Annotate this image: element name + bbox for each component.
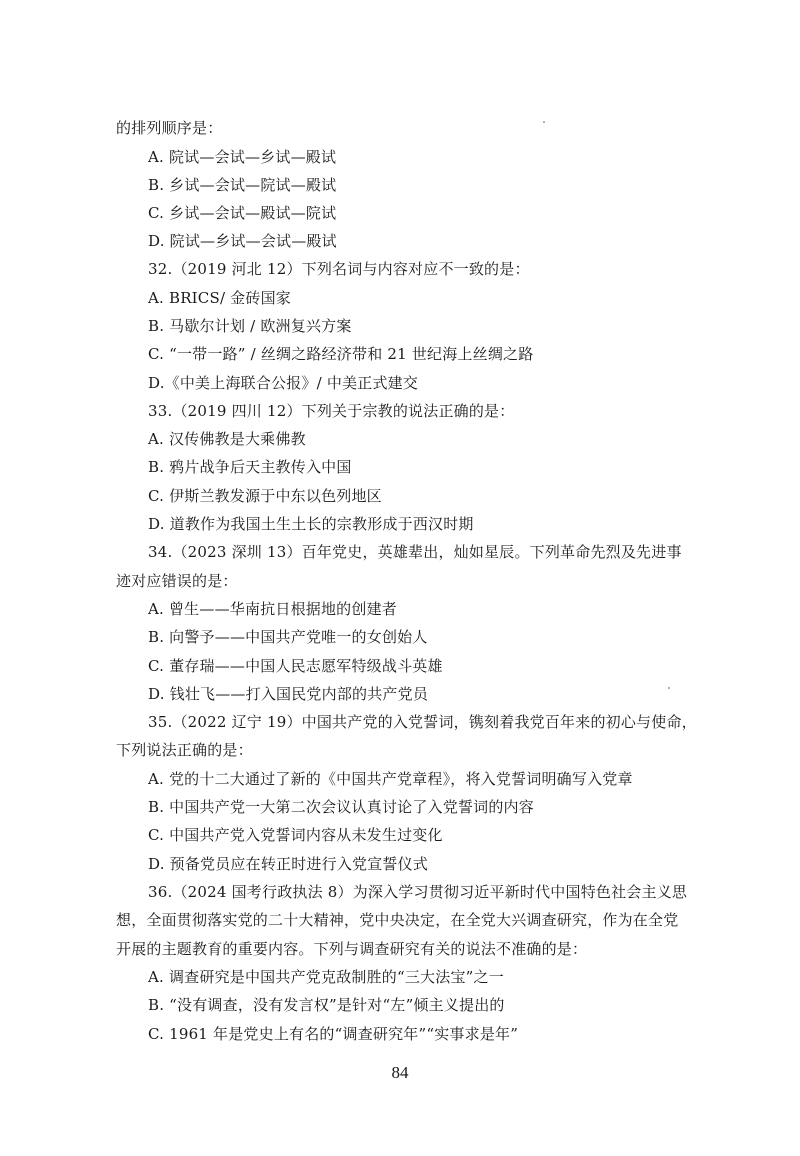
- question-continuation: 下列说法正确的是：: [116, 741, 253, 759]
- option-line: A. 调查研究是中国共产党克敌制胜的“三大法宝”之一: [148, 968, 504, 986]
- scan-speck: [668, 687, 670, 689]
- option-line: B. “没有调查，没有发言权”是针对“左”倾主义提出的: [148, 996, 505, 1014]
- question-continuation: 想，全面贯彻落实党的二十大精神，党中央决定，在全党大兴调查研究，作为在全党: [116, 911, 679, 929]
- option-line: C. 董存瑞——中国人民志愿军特级战斗英雄: [148, 657, 443, 675]
- option-line: C. 伊斯兰教发源于中东以色列地区: [148, 487, 382, 505]
- option-line: B. 中国共产党一大第二次会议认真讨论了入党誓词的内容: [148, 798, 534, 816]
- question-continuation: 迹对应错误的是：: [116, 572, 238, 590]
- option-line: B. 鸦片战争后天主教传入中国: [148, 458, 352, 476]
- option-line: A. 曾生——华南抗日根据地的创建者: [148, 600, 397, 618]
- option-line: C. 中国共产党入党誓词内容从未发生过变化: [148, 826, 443, 844]
- option-line: A. 院试—会试—乡试—殿试: [148, 148, 337, 166]
- option-line: C. 1961 年是党史上有名的“调查研究年”“实事求是年”: [148, 1025, 519, 1043]
- option-line: D. 预备党员应在转正时进行入党宣誓仪式: [148, 855, 429, 873]
- option-line: B. 向警予——中国共产党唯一的女创始人: [148, 628, 428, 646]
- option-line: C. “一带一路” / 丝绸之路经济带和 21 世纪海上丝绸之路: [148, 345, 534, 363]
- option-line: B. 马歇尔计划 / 欧洲复兴方案: [148, 317, 352, 335]
- option-line: D.《中美上海联合公报》/ 中美正式建交: [148, 374, 419, 392]
- question-36: 36.（2024 国考行政执法 8）为深入学习贯彻习近平新时代中国特色社会主义思: [148, 883, 688, 901]
- question-33: 33.（2019 四川 12）下列关于宗教的说法正确的是：: [148, 402, 515, 420]
- option-line: A. 党的十二大通过了新的《中国共产党章程》，将入党誓词明确写入党章: [148, 770, 633, 788]
- option-line: B. 乡试—会试—院试—殿试: [148, 176, 337, 194]
- option-line: D. 钱壮飞——打入国民党内部的共产党员: [148, 685, 429, 703]
- question-continuation: 开展的主题教育的重要内容。下列与调查研究有关的说法不准确的是：: [116, 940, 588, 958]
- text-line: 的排列顺序是：: [116, 119, 223, 137]
- option-line: A. 汉传佛教是大乘佛教: [148, 430, 306, 448]
- option-line: D. 道教作为我国土生土长的宗教形成于西汉时期: [148, 515, 474, 533]
- question-32: 32.（2019 河北 12）下列名词与内容对应不一致的是：: [148, 260, 530, 278]
- option-line: C. 乡试—会试—殿试—院试: [148, 204, 337, 222]
- page-number: 84: [391, 1063, 409, 1082]
- question-34: 34.（2023 深圳 13）百年党史，英雄辈出，灿如星辰。下列革命先烈及先进事: [148, 543, 682, 561]
- option-line: A. BRICS/ 金砖国家: [148, 289, 291, 307]
- option-line: D. 院试—乡试—会试—殿试: [148, 232, 337, 250]
- question-35: 35.（2022 辽宁 19）中国共产党的入党誓词，镌刻着我党百年来的初心与使命，: [148, 713, 697, 731]
- scan-speck: [543, 121, 545, 123]
